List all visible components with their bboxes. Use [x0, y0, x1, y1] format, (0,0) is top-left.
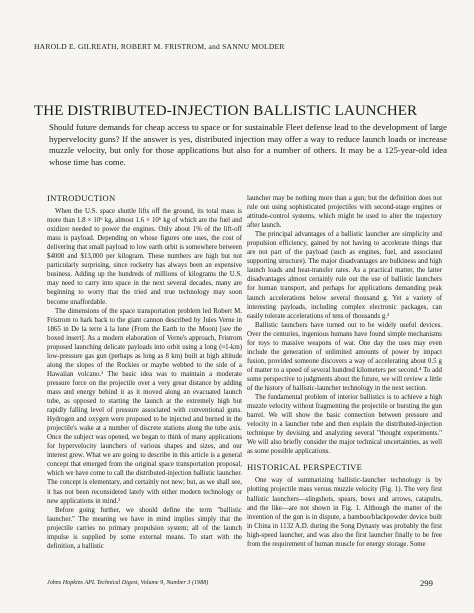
paragraph: Ballistic launchers have turned out to be widely useful devices. Over the centuries, ingenious humans have found simple mechanisms for toys to massive weapons of war. One day the uses may even include the generation of unlimited amounts of power by impact fusion, provided someone discovers a way of accelerating about 0.5 g of matter to a speed of several hundred kilometers per second.⁴ To add some perspective to judgments about the future, we will review a little of the history of ballistic-launcher technology in the next section.: [247, 321, 442, 392]
paragraph: launcher may be nothing more than a gun; but the definition does not rule out using sophisticated projectiles with second-stage engines or attitude-control systems, which might be used to alter the trajectory after launch.: [247, 195, 442, 230]
page-number: 299: [420, 578, 433, 588]
section-heading-introduction: INTRODUCTION: [47, 193, 116, 203]
paragraph: The fundamental problem of interior ballistics is to achieve a high muzzle velocity without fragmenting the projectile or bursting the gun barrel. We will show the basic connection between pressure and velocity in a launcher tube and then explain the distributed-injection technique by devising and analyzing several "thought experiments." We will also briefly consider the major technical uncertainties, as well as some possible applications.: [247, 394, 442, 456]
paragraph: Before going further, we should define the term "ballistic launcher." The meaning we have in mind implies simply that the projectile carries no primary propulsion system; all of the launch impulse is supplied by some external means. To start with the definition, a ballistic: [47, 506, 242, 550]
author-line: HAROLD E. GILREATH, ROBERT M. FRISTROM, and SANNU MOLDER: [34, 42, 285, 51]
article-title: THE DISTRIBUTED-INJECTION BALLISTIC LAUNCHER: [34, 103, 418, 120]
left-column: [47, 194, 242, 551]
abstract-text: Should future demands for cheap access to space or for sustainable Fleet defense lead to the development of large hypervelocity guns? If the answer is yes, distributed injection may offer a way to reduce launch loads or increase muzzle velocity, but only for those applications but also for a number of others. It may be a 125-year-old idea whose time has come.: [49, 122, 447, 167]
right-column: [247, 194, 442, 549]
paragraph: One way of summarizing ballistic-launcher technology is by plotting projectile mass versus muzzle velocity (Fig. 1). The very first ballistic launchers—slingshots, spears, bows and arrows, catapults, and the like—are not shown in Fig. 1. Although the matter of the invention of the gun is in dispute, a bamboo/blackpowder device built in China in 1132 A.D. during the Song Dynasty was probably the first high-speed launcher, and was also the first launcher finally to be free from the requirement of human muscle for energy storage. Some: [247, 477, 442, 548]
section-heading-historical-perspective: HISTORICAL PERSPECTIVE: [247, 462, 363, 473]
abstract: [49, 122, 447, 168]
paragraph: When the U.S. space shuttle lifts off the ground, its total mass is more than 1.8 × 10⁶ kg, almost 1.6 × 10⁶ kg of which are the fuel and oxidizer needed to power the engines. Only about 1% of the lift-off mass is payload. Depending on whose figures one uses, the cost of delivering that small payload to low earth orbit is somewhere between $4000 and $13,000 per kilogram. These numbers are high but not particularly surprising, since rocketry has always been an expensive business. Adding up the hundreds of millions of kilograms the U.S. may need to carry into space in the next several decades, many are beginning to worry that the tried and true technology may soon become unaffordable.: [47, 208, 242, 306]
paragraph: The principal advantages of a ballistic launcher are simplicity and propulsion efficiency, gained by not having to accelerate things that are not part of the payload (such as engines, fuel, and associated supporting structure). The major disadvantages are bulkiness and high launch loads and heat-transfer rates. As a practical matter, the latter disadvantages almost certainly rule out the use of ballistic launchers for human transport, and perhaps for applications demanding peak launch accelerations below several thousand g. Yet a variety of interesting payloads, including complex electronic packages, can easily tolerate accelerations of tens of thousands g.³: [247, 231, 442, 320]
journal-citation: Johns Hopkins APL Technical Digest, Volume 9, Number 3 (1988): [47, 580, 209, 586]
paragraph: The dimensions of the space transportation problem led Robert M. Fristrom to hark back to the giant cannon described by Jules Verne in 1865 in De la terre à la lune (From the Earth to the Moon) [see the boxed insert]. As a modern elaboration of Verne's approach, Fristrom proposed launching delicate payloads into orbit using a long (≈1-km) low-pressure gas gun (perhaps as long as 8 km) built at high altitude along the slopes of the Rockies or maybe webbed to the side of a Hawaiian volcano.¹ The basic idea was to maintain a moderate pressure force on the projectile over a very great distance by adding mass and energy behind it as it moved along an evacuated launch tube, as opposed to starting the launch at the extremely high but rapidly falling level of pressure associated with conventional guns. Hydrogen and oxygen were proposed to be injected and burned in the projectile's wake at a number of discrete stations along the tube axis. Once the subject was opened, we began to think of many applications for hypervelocity launchers of various shapes and sizes, and our interest grew. What we are going to describe in this article is a general concept that emerged from the original space transportation proposal, which we have come to call the distributed-injection ballistic launcher. The concept is elementary, and certainly not new; but, as we shall see, it has not been reconsidered lately with either modern technology or new applications in mind.²: [47, 307, 242, 505]
